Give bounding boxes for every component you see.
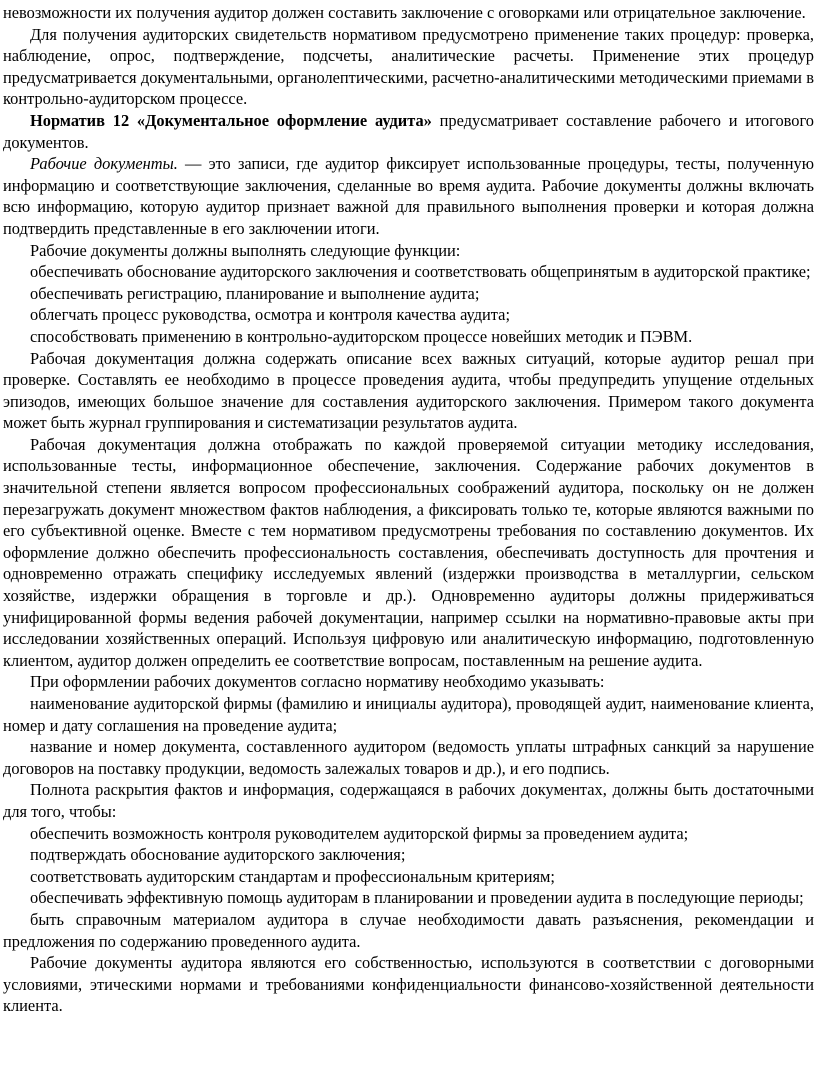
paragraph-procedures: Для получения аудиторских свидетельств нормативом предусмотрено применение таких процедур: проверка, наблюдение, опрос, подтверждение, подсчеты, аналитические расчеты. Применение этих процедур предусматривается документальными, органолептическими, расчетно-аналитическими методическими приемами в контрольно-аудиторском процессе. (3, 24, 814, 109)
list-item: подтверждать обоснование аудиторского заключения; (30, 845, 406, 865)
list-item: название и номер документа, составленного аудитором (ведомость уплаты штрафных санкций за нарушение договоров на поставку продукции, ведомость залежалых товаров и др.), и его подпись. (3, 737, 814, 778)
list-item: обеспечивать регистрацию, планирование и выполнение аудита; (30, 283, 480, 303)
paragraph-documentation-methodology: Рабочая документация должна отображать по каждой проверяемой ситуации методику исследования, использованные тесты, информационное обеспечение, заключения. Содержание рабочих документов в значительной степени является вопросом профессиональных соображений аудитора, поскольку он не должен перезагружать документ множеством фактов наблюдения, а фиксировать только те, которые являются важными по его субъективной оценке. Вместе с тем нормативом предусмотрены требования по составлению документов. Их оформление должно обеспечить профессиональность составления, обеспечивать доступность для прочтения и одновременно отражать специфику исследуемых явлений (издержки производства в металлургии, сельском хозяйстве, издержки обращения в торговле и др.). Одновременно аудиторы должны придерживаться унифицированной формы ведения рабочей документации, например ссылки на нормативно-правовые акты при исследовании хозяйственных операций. Используя цифровую или аналитическую информацию, подготовленную клиентом, аудитор должен определить ее соответствие вопросам, поставленным на решение аудита. (3, 434, 814, 670)
paragraph-working-documents (3, 153, 814, 239)
list-item: соответствовать аудиторским стандартам и профессиональным критериям; (30, 866, 555, 886)
list-item: быть справочным материалом аудитора в случае необходимости давать разъяснения, рекомендации и предложения по содержанию проведенного аудита. (3, 909, 814, 951)
list-item: наименование аудиторской фирмы (фамилию и инициалы аудитора), проводящей аудит, наименование клиента, номер и дату соглашения на проведение аудита; (3, 694, 814, 735)
paragraph-continuation: невозможности их получения аудитор должен составить заключение с оговорками или отрицательное заключение. (3, 3, 806, 22)
list-item: обеспечивать эффективную помощь аудиторам в планировании и проведении аудита в последующие периоды; (30, 888, 804, 908)
paragraph-ownership: Рабочие документы аудитора являются его собственностью, используются в соответствии с договорными условиями, этическими нормами и требованиями конфиденциальности финансово-хозяйственной деятельности клиента. (3, 953, 814, 1016)
paragraph-documentation-content: Рабочая документация должна содержать описание всех важных ситуаций, которые аудитор решал при проверке. Составлять ее необходимо в процессе проведения аудита, чтобы предупредить упущение отдельных эпизодов, имеющих большое значение для составления аудиторского заключения. Примером такого документа может быть журнал группирования и систематизации результатов аудита. (3, 348, 814, 433)
list-item: обеспечивать обоснование аудиторского заключения и соответствовать общепринятым в аудиторской практике; (30, 262, 811, 282)
list-item: облегчать процесс руководства, осмотра и контроля качества аудита; (30, 305, 510, 325)
standard-12-heading: Норматив 12 «Документальное оформление аудита» (30, 110, 432, 130)
standard-12-text: предусматривает составление рабочего и итогового документов. (3, 110, 814, 152)
working-documents-definition: — это записи, где аудитор фиксирует использованные процедуры, тесты, полученную информацию и соответствующие заключения, сделанные во время аудита. Рабочие документы должны включать всю информацию, которую аудитор признает важной для правильного выполнения проверки и которая должна подтвердить представленные в его заключении итоги. (3, 154, 814, 238)
working-documents-term: Рабочие документы. (30, 154, 178, 174)
list-item: способствовать применению в контрольно-аудиторском процессе новейших методик и ПЭВМ. (30, 326, 693, 346)
paragraph-standard-12 (3, 110, 814, 153)
paragraph-functions-intro: Рабочие документы должны выполнять следующие функции: (30, 240, 461, 260)
paragraph-completeness-intro: Полнота раскрытия фактов и информация, содержащаяся в рабочих документах, должны быть достаточными для того, чтобы: (3, 780, 814, 821)
list-item: обеспечить возможность контроля руководителем аудиторской фирмы за проведением аудита; (30, 823, 689, 843)
paragraph-formatting-intro: При оформлении рабочих документов согласно нормативу необходимо указывать: (30, 672, 605, 692)
